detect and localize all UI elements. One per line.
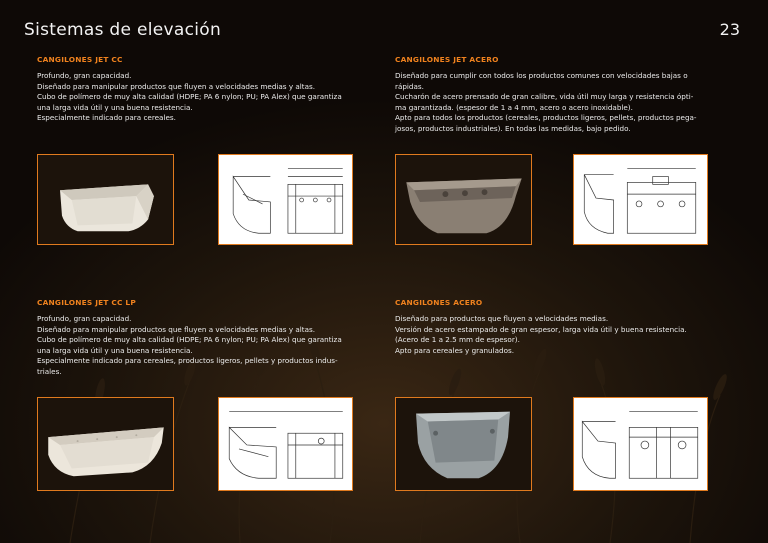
description-line: Especialmente indicado para cereales. bbox=[37, 113, 176, 123]
description-line: Cucharón de acero prensado de gran calibre, vida útil muy larga y resistencia ópti- bbox=[395, 92, 694, 102]
section-jet-acero bbox=[395, 55, 725, 135]
jet-cc-lp-technical-drawing bbox=[218, 397, 353, 491]
section-jet-cc bbox=[37, 55, 367, 124]
section-jet-cc-lp bbox=[37, 298, 367, 378]
description-line: una larga vida útil y una buena resistencia. bbox=[37, 102, 193, 112]
description-line: Cubo de polímero de muy alta calidad (HDPE; PA 6 nylon; PU; PA Alex) que garantiza bbox=[37, 92, 342, 102]
description-line: Versión de acero estampado de gran espesor, larga vida útil y buena resistencia. bbox=[395, 324, 687, 334]
section-description bbox=[395, 71, 725, 135]
acero-technical-drawing bbox=[573, 397, 708, 491]
jet-cc-technical-drawing bbox=[218, 154, 353, 245]
page-title: Sistemas de elevación bbox=[24, 20, 222, 40]
description-line: (Acero de 1 a 2.5 mm de espesor). bbox=[395, 335, 520, 345]
description-line: Diseñado para productos que fluyen a velocidades medias. bbox=[395, 314, 609, 323]
jet-cc-lp-bucket-photo bbox=[37, 397, 174, 491]
description-line: Especialmente indicado para cereales, productos ligeros, pellets y productos indus- bbox=[37, 356, 338, 366]
description-line: Apto para todos los productos (cereales, productos ligeros, pellets, productos pega- bbox=[395, 113, 697, 123]
section-acero bbox=[395, 298, 725, 356]
description-line: Diseñado para manipular productos que fluyen a velocidades medias y altas. bbox=[37, 81, 316, 91]
jet-cc-bucket-photo bbox=[37, 154, 174, 245]
description-line: rápidas. bbox=[395, 81, 424, 91]
acero-bucket-photo bbox=[395, 397, 532, 491]
description-line: Diseñado para manipular productos que fluyen a velocidades medias y altas. bbox=[37, 324, 316, 334]
description-line: ma garantizada. (espesor de 1 a 4 mm, acero o acero inoxidable). bbox=[395, 102, 633, 112]
section-title: CANGILONES ACERO bbox=[395, 298, 483, 307]
jet-acero-bucket-photo bbox=[395, 154, 532, 245]
description-line: Apto para cereales y granulados. bbox=[395, 345, 514, 355]
section-title: CANGILONES JET CC LP bbox=[37, 298, 136, 307]
description-line: Diseñado para cumplir con todos los productos comunes con velocidades bajas o bbox=[395, 71, 688, 80]
description-line: triales. bbox=[37, 366, 62, 376]
description-line: Profundo, gran capacidad. bbox=[37, 71, 132, 80]
description-line: Profundo, gran capacidad. bbox=[37, 314, 132, 323]
description-line: una larga vida útil y una buena resistencia. bbox=[37, 345, 193, 355]
section-description bbox=[37, 71, 367, 124]
description-line: josos, productos industriales). En todas las medidas, bajo pedido. bbox=[395, 123, 631, 133]
page-number: 23 bbox=[719, 20, 740, 39]
section-title: CANGILONES JET ACERO bbox=[395, 55, 499, 64]
section-description bbox=[37, 314, 367, 378]
description-line: Cubo de polímero de muy alta calidad (HDPE; PA 6 nylon; PU; PA Alex) que garantiza bbox=[37, 335, 342, 345]
section-title: CANGILONES JET CC bbox=[37, 55, 123, 64]
section-description bbox=[395, 314, 725, 356]
jet-acero-technical-drawing bbox=[573, 154, 708, 245]
